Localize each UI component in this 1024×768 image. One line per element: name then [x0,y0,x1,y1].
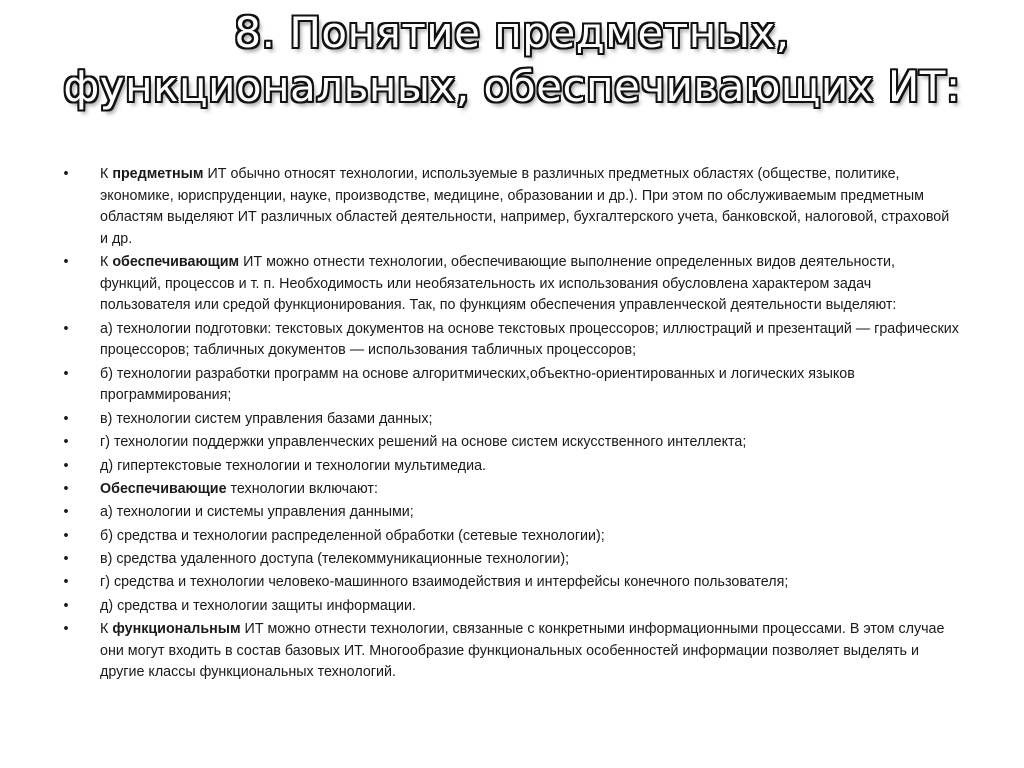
item-text-pre: К [100,166,113,182]
list-item [60,252,960,317]
bullet-icon: • [63,574,69,591]
bullet-icon: • [63,365,69,382]
bullet-icon: • [63,434,69,451]
list-item [60,364,960,407]
bullet-icon: • [63,527,69,544]
item-text-bold: обеспечивающим [112,254,240,271]
bullet-icon: • [63,320,69,337]
item-text-pre: а) технологии и системы управления данными; [100,504,414,521]
bullet-icon: • [63,410,69,427]
bullet-icon: • [63,457,69,474]
item-text-bold: Обеспечивающие [100,480,227,497]
item-text-pre: К [100,621,113,638]
item-text-pre: в) технологии систем управления базами данных; [100,410,433,427]
bullet-icon: • [63,551,69,568]
list-item [60,164,960,250]
item-text-bold: функциональным [112,621,241,638]
list-item [60,409,960,431]
item-text-pre: г) технологии поддержки управленческих решений на основе систем искусственного интеллекта; [100,434,747,451]
list-item [60,572,960,594]
item-text-pre: д) гипертекстовые технологии и технологии мультимедиа. [100,457,486,474]
item-text-pre: в) средства удаленного доступа (телекоммуникационные технологии); [100,551,570,568]
list-item [60,502,960,524]
bullet-icon: • [63,621,69,638]
bullet-icon: • [63,597,69,614]
list-item [60,596,960,618]
item-text-pre: К [100,254,113,271]
bullet-list [60,164,960,684]
bullet-icon: • [63,504,69,521]
slide-title-line-1: 8. Понятие предметных, [234,8,790,57]
list-item [60,549,960,571]
slide-title-line-2: функциональных, обеспечивающих ИТ: [63,62,961,111]
slide-title [0,6,1024,114]
item-text-pre: а) технологии подготовки: текстовых документов на основе текстовых процессоров; иллюстраций и презентаций — графических процессоров; табличных документов — использования табличных процессоров; [100,320,959,359]
item-text-post: технологии включают: [226,480,378,497]
item-text-post: ИТ можно отнести технологии, связанные с конкретными информационными процессами. В этом случае они могут входить в состав базовых ИТ. Многообразие функциональных особенностей информации позволяет выделять и другие классы функциональных технологий. [100,621,945,681]
item-text-pre: г) средства и технологии человеко-машинного взаимодействия и интерфейсы конечного пользователя; [100,574,789,591]
list-item [60,619,960,684]
list-item [60,479,960,501]
item-text-pre: б) средства и технологии распределенной обработки (сетевые технологии); [100,527,605,544]
item-text-post: ИТ можно отнести технологии, обеспечивающие выполнение определенных видов деятельности, функций, процессов и т. п. Необходимость или необязательность их использования обусловлена характером задач пользователя или средой функционирования. Так, по функциям обеспечения управленческой деятельности выделяют: [100,254,897,314]
bullet-icon: • [63,480,69,497]
item-text-pre: д) средства и технологии защиты информации. [100,597,416,614]
list-item [60,456,960,478]
item-text-post: ИТ обычно относят технологии, используемые в различных предметных областях (обществе, политике, экономике, юриспруденции, науке, производстве, медицине, образовании и др.). При этом по обслуживаемым предметным областям выделяют ИТ различных областей деятельности, например, бухгалтерского учета, банковской, налоговой, страховой и др. [100,166,950,247]
list-item [60,432,960,454]
item-text-bold: предметным [112,166,204,182]
item-text-pre: б) технологии разработки программ на основе алгоритмических,объектно-ориентированных и логических языков программирования; [100,365,855,404]
bullet-icon: • [63,254,69,271]
list-item [60,319,960,362]
bullet-icon: • [63,166,69,182]
list-item [60,526,960,548]
slide-content [60,164,960,686]
